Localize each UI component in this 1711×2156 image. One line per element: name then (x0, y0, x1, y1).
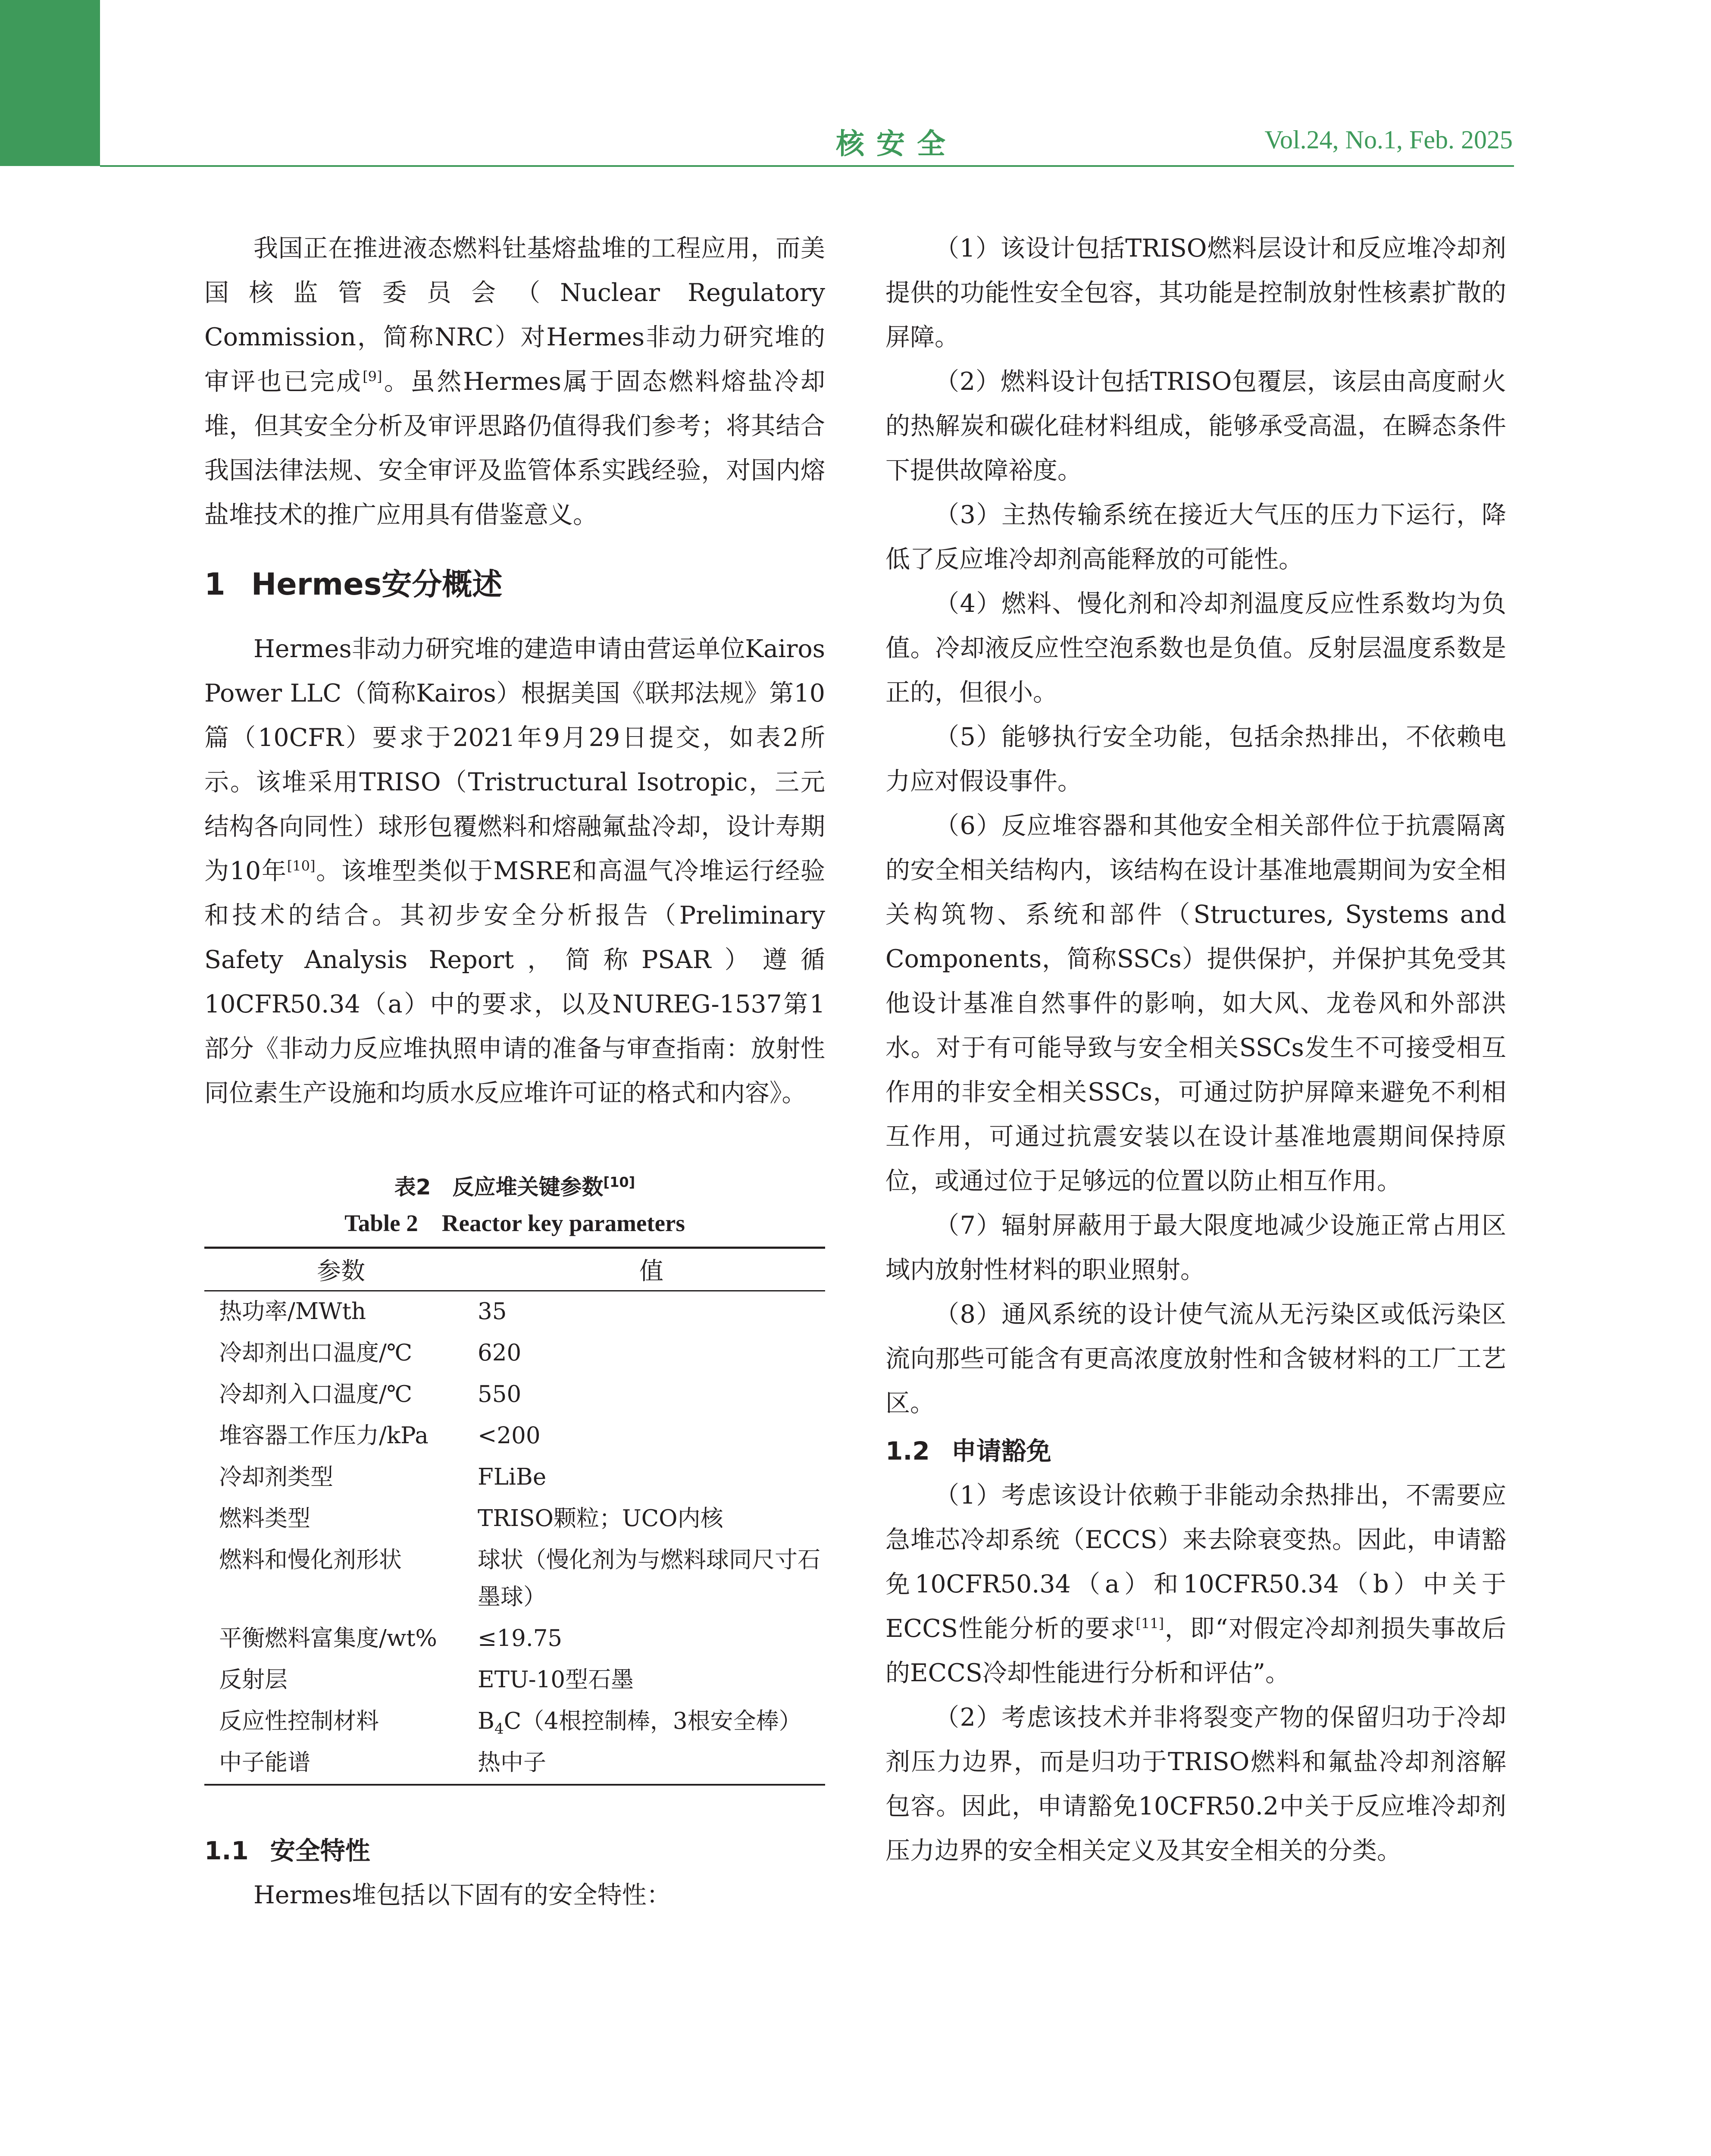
param-value: TRISO颗粒；UCO内核 (478, 1505, 723, 1532)
list-item: （5）能够执行安全功能，包括余热排出，不依赖电力应对假设事件。 (885, 723, 1506, 796)
body-paragraph: Hermes堆包括以下固有的安全特性： (253, 1881, 671, 1909)
section-number: 1 (204, 567, 225, 602)
param-value: FLiBe (478, 1464, 547, 1490)
table-row (204, 1660, 825, 1701)
list-item: （4）燃料、慢化剂和冷却剂温度反应性系数均为负值。冷却液反应性空泡系数也是负值。反射层温度系数是正的，但很小。 (885, 589, 1506, 707)
param-name: 燃料和慢化剂形状 (219, 1547, 402, 1573)
list-item: （2）考虑该技术并非将裂变产物的保留归功于冷却剂压力边界，而是归功于TRISO燃料和氟盐冷却剂溶解包容。因此，申请豁免10CFR50.2中关于反应堆冷却剂压力边界的安全相关定义及其安全相关的分类。 (885, 1703, 1506, 1865)
column-header: 参数 (204, 1248, 478, 1291)
list-item: （1）考虑该设计依赖于非能动余热排出，不需要应急堆芯冷却系统（ECCS）来去除衰变热。因此，申请豁免10CFR50.34（a）和10CFR50.34（b）中关于ECCS性能分析的要求[11]，即“对假定冷却剂损失事故后的ECCS冷却性能进行分析和评估”。 (885, 1481, 1507, 1687)
table-row (204, 1416, 825, 1457)
table-header-row (204, 1248, 825, 1291)
param-name: 冷却剂类型 (219, 1464, 333, 1490)
table-row (204, 1457, 825, 1498)
table-row (204, 1540, 825, 1618)
param-value: 球状（慢化剂为与燃料球同尺寸石墨球） (478, 1547, 820, 1610)
list-item: （2）燃料设计包括TRISO包覆层，该层由高度耐火的热解炭和碳化硅材料组成，能够承受高温，在瞬态条件下提供故障裕度。 (885, 367, 1506, 485)
list-item: （7）辐射屏蔽用于最大限度地减少设施正常占用区域内放射性材料的职业照射。 (885, 1211, 1506, 1284)
table-row (204, 1291, 825, 1333)
subsection-title: 安全特性 (270, 1836, 370, 1865)
param-value: 620 (478, 1340, 522, 1366)
subsection-heading (204, 1829, 825, 1873)
table-row (204, 1701, 825, 1742)
list-item: （3）主热传输系统在接近大气压的压力下运行，降低了反应堆冷却剂高能释放的可能性。 (885, 501, 1506, 573)
header-rule (100, 165, 1514, 167)
param-value: 热中子 (478, 1742, 825, 1785)
column-header: 值 (478, 1248, 825, 1291)
right-column (885, 226, 1506, 1873)
param-value: ≤19.75 (478, 1625, 563, 1651)
param-name: 反应性控制材料 (219, 1708, 379, 1734)
table-caption-cn: 表2 反应堆关键参数[10] (394, 1174, 635, 1200)
table-row (204, 1742, 825, 1785)
volume-info: Vol.24, No.1, Feb. 2025 (1264, 125, 1513, 154)
param-name: 热功率/MWth (219, 1298, 366, 1325)
param-name: 平衡燃料富集度/wt% (219, 1625, 437, 1651)
list-item: （8）通风系统的设计使气流从无污染区或低污染区流向那些可能含有更高浓度放射性和含铍材料的工厂工艺区。 (885, 1300, 1506, 1417)
citation[interactable]: [10] (287, 858, 316, 874)
param-value: 550 (478, 1381, 522, 1407)
body-paragraph: Hermes非动力研究堆的建造申请由营运单位Kairos Power LLC（简称Kairos）根据美国《联邦法规》第10篇（10CFR）要求于2021年9月29日提交，如表2所示。该堆采用TRISO（Tristructural Isotropic，三元结构各向同性）球形包覆燃料和熔融氟盐冷却，设计寿期为10年[10]。该堆型类似于MSRE和高温气冷堆运行经验和技术的结合。其初步安全分析报告（Preliminary Safety Analysis Report，简称PSAR）遵循10CFR50.34（a）中的要求，以及NUREG-1537第1部分《非动力反应堆执照申请的准备与审查指南：放射性同位素生产设施和均质水反应堆许可证的格式和内容》。 (204, 635, 826, 1107)
list-item: （6）反应堆容器和其他安全相关部件位于抗震隔离的安全相关结构内，该结构在设计基准地震期间为安全相关构筑物、系统和部件（Structures, Systems and Components，简称SSCs）提供保护，并保护其免受其他设计基准自然事件的影响，如大风、龙卷风和外部洪水。对于有可能导致与安全相关SSCs发生不可接受相互作用的非安全相关SSCs，可通过防护屏障来避免不利相互作用，可通过抗震安装以在设计基准地震期间保持原位，或通过位于足够远的位置以防止相互作用。 (885, 812, 1506, 1195)
citation[interactable]: [11] (1135, 1615, 1164, 1632)
journal-title: 核安全 (836, 127, 957, 160)
parameters-table (204, 1247, 825, 1786)
citation[interactable]: [10] (603, 1174, 635, 1191)
subsection-number: 1.1 (204, 1836, 249, 1865)
param-value: 35 (478, 1298, 507, 1325)
table-caption-en: Table 2 Reactor key parameters (344, 1210, 685, 1236)
table-row (204, 1333, 825, 1374)
param-name: 堆容器工作压力/kPa (219, 1423, 429, 1449)
param-name: 燃料类型 (219, 1505, 310, 1532)
param-name: 反射层 (219, 1667, 288, 1693)
param-value: <200 (478, 1423, 541, 1449)
param-name: 冷却剂出口温度/℃ (219, 1340, 413, 1366)
param-name: 中子能谱 (204, 1742, 478, 1785)
table-row (204, 1498, 825, 1540)
intro-paragraph: 我国正在推进液态燃料钍基熔盐堆的工程应用，而美国核监管委员会（Nuclear Regulatory Commission，简称NRC）对Hermes非动力研究堆的审评也已完成[9]。虽然Hermes属于固态燃料熔盐冷却堆，但其安全分析及审评思路仍值得我们参考；将其结合我国法律法规、安全审评及监管体系实践经验，对国内熔盐堆技术的推广应用具有借鉴意义。 (204, 234, 825, 529)
section-heading (204, 561, 825, 608)
left-column (204, 226, 825, 1918)
citation[interactable]: [9] (363, 368, 382, 385)
subsection-title: 申请豁免 (951, 1436, 1051, 1466)
header-color-bar (0, 0, 100, 166)
param-name: 冷却剂入口温度/℃ (219, 1381, 413, 1407)
section-title: Hermes安分概述 (251, 567, 503, 602)
table-row (204, 1618, 825, 1660)
list-item: （1）该设计包括TRISO燃料层设计和反应堆冷却剂提供的功能性安全包容，其功能是控制放射性核素扩散的屏障。 (885, 234, 1506, 351)
param-value: $B_4C(4$根控制棒，3根安全棒） (478, 1708, 802, 1738)
subsection-number: 1.2 (885, 1436, 930, 1466)
table-row (204, 1374, 825, 1416)
subsection-heading (885, 1429, 1506, 1473)
param-value: ETU-10型石墨 (478, 1667, 634, 1693)
